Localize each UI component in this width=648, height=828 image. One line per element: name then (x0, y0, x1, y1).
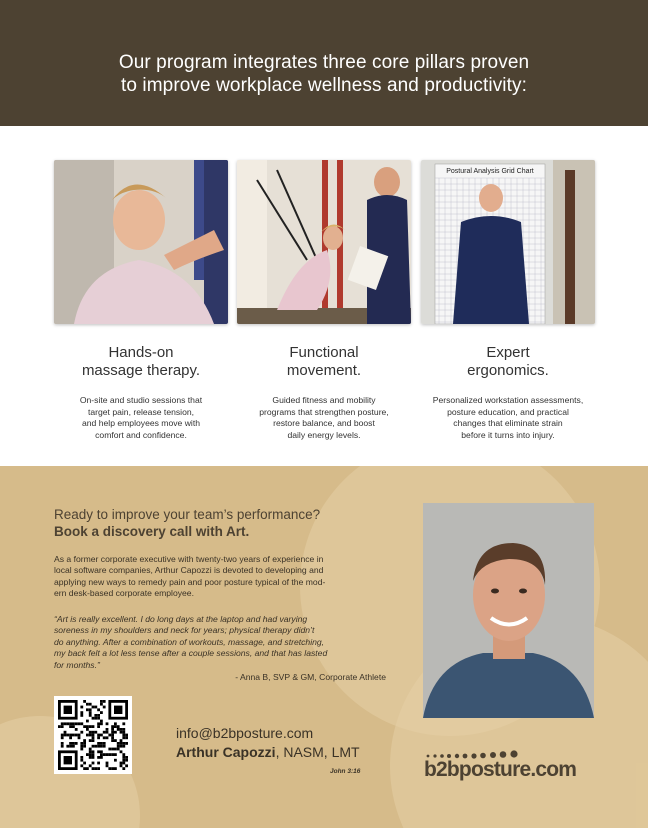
headshot-photo (423, 503, 594, 718)
pillar-title-line-1: Expert (486, 344, 530, 361)
bio-line: ern desk-based corporate employee. (54, 588, 194, 599)
desc-line: daily energy levels. (287, 429, 361, 440)
bio-line: applying new ways to remedy pain and poor posture typical of the mod- (54, 576, 326, 587)
grid-chart-label: Postural Analysis Grid Chart (446, 168, 534, 175)
quote-line: for months.” (54, 659, 100, 670)
pillar-title-line-1: Functional (289, 344, 359, 361)
desc-line: restore balance, and boost (273, 418, 375, 428)
contact-section (0, 466, 648, 828)
pillar-title-line-2: ergonomics. (467, 362, 549, 379)
bio-paragraph (54, 554, 389, 600)
pillar-movement (237, 160, 411, 441)
qr-code[interactable] (54, 696, 132, 774)
desc-line: comfort and confidence. (95, 429, 187, 440)
ergonomics-photo (421, 160, 595, 324)
desc-line: and help employees move with (82, 418, 200, 428)
credentials-text: , NASM, LMT (275, 744, 360, 760)
desc-line: On-site and studio sessions that (79, 395, 203, 405)
email-link[interactable]: info@b2bposture.com (176, 725, 314, 741)
pillars-section (0, 126, 648, 466)
pillar-description (54, 395, 228, 441)
header-banner (0, 0, 648, 126)
bio-line: As a former corporate executive with twenty-two years of experience in (54, 554, 324, 564)
header-line-2: to improve workplace wellness and productivity: (121, 75, 527, 96)
pillar-massage (54, 160, 228, 441)
desc-line: posture education, and practical (447, 406, 569, 417)
company-logo (424, 746, 596, 786)
pillar-description (237, 395, 411, 441)
desc-line: Guided fitness and mobility (272, 395, 376, 405)
pillar-description (421, 395, 595, 441)
bio-line: local software companies, Arthur Capozzi is devoted to developing and (54, 565, 324, 576)
header-line-1: Our program integrates three core pillars proven (118, 52, 530, 73)
cta-line-1: Ready to improve your team’s performance? (54, 507, 321, 522)
cta-heading (54, 506, 320, 540)
pillar-title (54, 344, 228, 380)
pillar-title-line-2: movement. (286, 362, 362, 379)
quote-line: soreness in my shoulders and neck for years; physical therapy didn’t (54, 625, 315, 636)
contact-name (176, 744, 360, 760)
pillar-title-line-1: Hands-on (108, 344, 174, 361)
massage-photo (54, 160, 228, 324)
quote-line: my back felt a lot less tense after a couple sessions, and that has lasted (54, 648, 328, 659)
pillar-ergonomics (421, 160, 595, 441)
quote-line: “Art is really excellent. I do long days at the laptop and had varying (54, 614, 308, 624)
pillar-title (421, 344, 595, 380)
pillar-title-line-2: massage therapy. (81, 362, 201, 379)
movement-photo (237, 160, 411, 324)
desc-line: changes that eliminate strain (453, 418, 563, 428)
name-text: Arthur Capozzi (176, 744, 276, 760)
desc-line: Personalized workstation assessments, (432, 395, 584, 405)
desc-line: target pain, release tension, (87, 406, 195, 417)
quote-line: do anything. After a combination of workouts, massage, and stretching, (54, 636, 325, 647)
testimonial-attribution: - Anna B, SVP & GM, Corporate Athlete (235, 672, 386, 682)
cta-line-2: Book a discovery call with Art. (54, 524, 250, 539)
desc-line: programs that strengthen posture, (259, 406, 389, 417)
bible-verse: John 3:16 (330, 768, 361, 775)
desc-line: before it turns into injury. (461, 429, 555, 440)
testimonial-quote (54, 614, 389, 671)
logo-wordmark: b2bposture.com (424, 758, 577, 781)
pillar-title (237, 344, 411, 380)
